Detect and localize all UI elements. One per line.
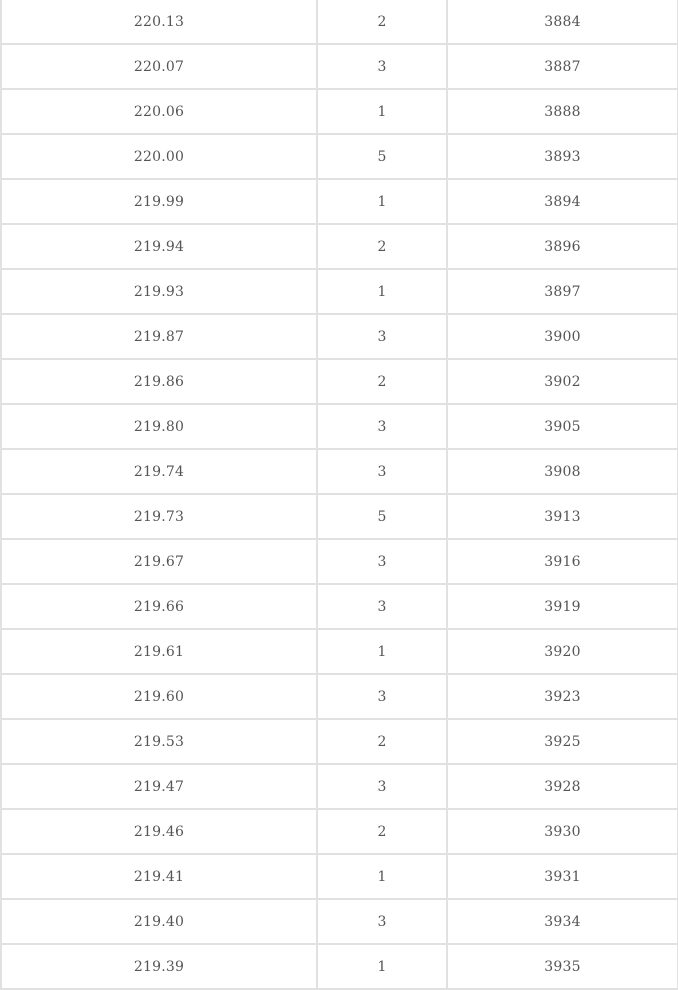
table-row [1, 764, 678, 809]
cell-price: 219.41 [1, 854, 317, 899]
table-row [1, 269, 678, 314]
cell-total: 3916 [447, 539, 678, 584]
cell-count: 1 [317, 269, 447, 314]
cell-price: 219.93 [1, 269, 317, 314]
cell-count: 3 [317, 674, 447, 719]
table-row [1, 224, 678, 269]
table-row [1, 314, 678, 359]
cell-total: 3920 [447, 629, 678, 674]
cell-price: 220.13 [1, 0, 317, 44]
cell-count: 3 [317, 449, 447, 494]
cell-total: 3930 [447, 809, 678, 854]
cell-count: 2 [317, 0, 447, 44]
cell-count: 5 [317, 134, 447, 179]
cell-total: 3905 [447, 404, 678, 449]
table-row [1, 449, 678, 494]
table-row [1, 44, 678, 89]
table-row [1, 629, 678, 674]
cell-price: 220.06 [1, 89, 317, 134]
table-row [1, 539, 678, 584]
cell-count: 1 [317, 179, 447, 224]
cell-total: 3923 [447, 674, 678, 719]
cell-count: 3 [317, 539, 447, 584]
table-row [1, 179, 678, 224]
cell-total: 3893 [447, 134, 678, 179]
cell-total: 3931 [447, 854, 678, 899]
table-row [1, 854, 678, 899]
table-row [1, 944, 678, 989]
cell-price: 219.60 [1, 674, 317, 719]
cell-total: 3925 [447, 719, 678, 764]
cell-total: 3902 [447, 359, 678, 404]
cell-count: 1 [317, 89, 447, 134]
cell-price: 219.86 [1, 359, 317, 404]
cell-total: 3897 [447, 269, 678, 314]
cell-count: 1 [317, 854, 447, 899]
table-row [1, 359, 678, 404]
cell-total: 3888 [447, 89, 678, 134]
cell-price: 219.53 [1, 719, 317, 764]
cell-price: 219.87 [1, 314, 317, 359]
cell-price: 220.00 [1, 134, 317, 179]
table-row [1, 89, 678, 134]
cell-total: 3934 [447, 899, 678, 944]
cell-count: 3 [317, 44, 447, 89]
cell-total: 3919 [447, 584, 678, 629]
cell-total: 3935 [447, 944, 678, 989]
cell-count: 1 [317, 629, 447, 674]
table-row [1, 809, 678, 854]
cell-count: 3 [317, 584, 447, 629]
cell-count: 2 [317, 224, 447, 269]
table-row [1, 719, 678, 764]
cell-price: 219.80 [1, 404, 317, 449]
cell-price: 219.99 [1, 179, 317, 224]
table-row [1, 899, 678, 944]
cell-price: 219.67 [1, 539, 317, 584]
cell-price: 219.40 [1, 899, 317, 944]
cell-total: 3887 [447, 44, 678, 89]
cell-count: 2 [317, 359, 447, 404]
table-body [1, 0, 678, 989]
cell-price: 219.39 [1, 944, 317, 989]
cell-count: 2 [317, 809, 447, 854]
cell-total: 3900 [447, 314, 678, 359]
cell-price: 219.74 [1, 449, 317, 494]
cell-total: 3884 [447, 0, 678, 44]
cell-count: 3 [317, 314, 447, 359]
table-row [1, 494, 678, 539]
cell-price: 220.07 [1, 44, 317, 89]
table-row [1, 0, 678, 44]
cell-count: 3 [317, 404, 447, 449]
cell-price: 219.66 [1, 584, 317, 629]
cell-count: 5 [317, 494, 447, 539]
cell-price: 219.73 [1, 494, 317, 539]
table-row [1, 404, 678, 449]
table-row [1, 134, 678, 179]
cell-total: 3894 [447, 179, 678, 224]
cell-count: 3 [317, 899, 447, 944]
cell-price: 219.94 [1, 224, 317, 269]
table-row [1, 584, 678, 629]
cell-count: 3 [317, 764, 447, 809]
cell-total: 3896 [447, 224, 678, 269]
cell-price: 219.46 [1, 809, 317, 854]
cell-total: 3913 [447, 494, 678, 539]
table-row [1, 674, 678, 719]
cell-count: 2 [317, 719, 447, 764]
cell-price: 219.61 [1, 629, 317, 674]
cell-price: 219.47 [1, 764, 317, 809]
cell-total: 3908 [447, 449, 678, 494]
cell-total: 3928 [447, 764, 678, 809]
cell-count: 1 [317, 944, 447, 989]
